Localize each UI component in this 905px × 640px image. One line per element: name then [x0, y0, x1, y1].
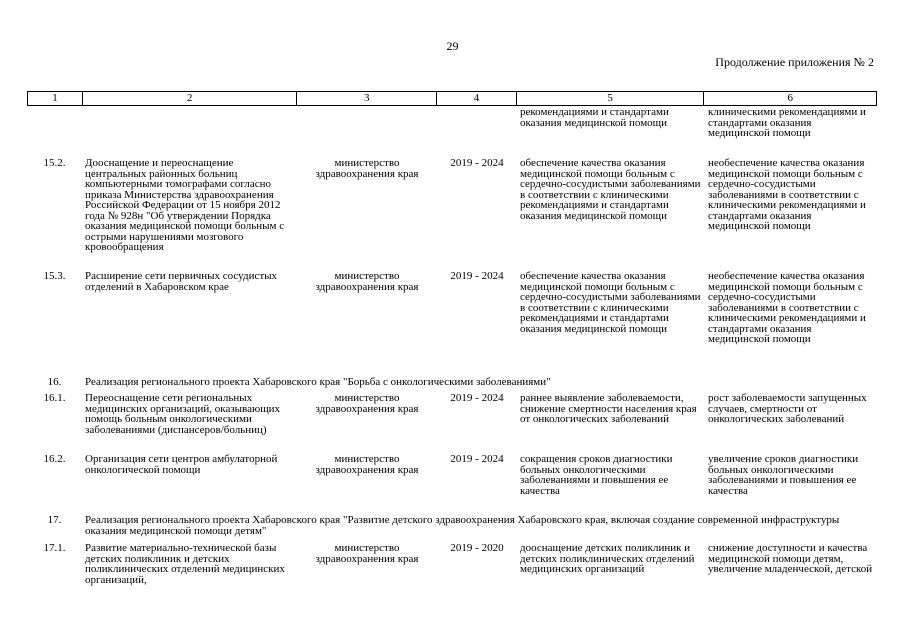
measure-name: Развитие материально-технической базы детских поликлиник и детских поликлинических отделений медицинских организаций,: [85, 542, 285, 586]
row-number: 15.3.: [43, 270, 66, 282]
result-cell: рекомендациями и стандартами оказания медицинской помощи: [520, 106, 669, 129]
consequence-cell: увеличение сроков диагностики больных онкологическими заболеваниями и повышения ее качества: [708, 453, 859, 497]
header-col-6: 6: [787, 92, 793, 104]
page-number: 29: [446, 39, 459, 53]
section-row: [27, 515, 877, 536]
consequence-cell: снижение доступности и качества медицинской помощи детям, увеличение младенческой, детской: [708, 542, 873, 575]
header-col-1: 1: [28, 92, 83, 105]
header-col-3: 3: [297, 92, 437, 105]
measure-name: Организация сети центров амбулаторной онкологической помощи: [85, 453, 278, 476]
result-cell: обеспечение качества оказания медицинской помощи больным с сердечно-сосудистыми заболеваниями в соответствии с клиническими рекомендациями и стандартами оказания медицинской помощи: [520, 157, 701, 222]
result-cell: дооснащение детских поликлиник и детских поликлинических отделений медицинских организаций: [520, 542, 695, 575]
header-col-5: 5: [517, 92, 705, 105]
table-row: [27, 543, 877, 585]
executor-cell: министерство здравоохранения края: [315, 157, 419, 180]
executor-cell: министерство здравоохранения края: [315, 453, 419, 476]
period-cell: 2019 - 2020: [450, 542, 504, 554]
table-row: [27, 393, 877, 435]
period-cell: 2019 - 2024: [450, 392, 504, 404]
row-number: 17.1.: [43, 542, 66, 554]
row-number: 15.2.: [43, 157, 66, 169]
section-title: Реализация регионального проекта Хабаровского края "Развитие детского здравоохранения Хабаровского края, включая создание современной инфраструктуры оказания медицинской помощи детям": [85, 514, 840, 537]
section-row: [27, 377, 877, 388]
period-cell: 2019 - 2024: [450, 157, 504, 169]
consequence-cell: необеспечение качества оказания медицинской помощи больным с сердечно-сосудистыми заболеваниями в соответствии с клиническими рекомендациями и стандартами оказания медицинской помощи: [708, 270, 866, 345]
table-row: [27, 454, 877, 496]
row-number: 16.2.: [43, 453, 66, 465]
result-cell: раннее выявление заболеваемости, снижение смертности населения края от онкологических заболеваний: [520, 392, 697, 425]
period-cell: 2019 - 2024: [450, 270, 504, 282]
header-col-2: 2: [83, 92, 298, 105]
section-title: Реализация регионального проекта Хабаровского края "Борьба с онкологическими заболеваниями": [85, 376, 551, 388]
measure-name: Дооснащение и переоснащение центральных районных больниц компьютерными томографами согласно приказа Министерства здравоохранения Российской Федерации от 15 ноября 2012 года № 928н "Об утверждении Порядка оказания медицинской помощи больным с острыми нарушениями мозгового кровообращения: [85, 157, 285, 253]
consequence-cell: необеспечение качества оказания медицинской помощи больным с сердечно-сосудистыми заболеваниями в соответствии с клиническими рекомендациями и стандартами оказания медицинской помощи: [708, 157, 866, 232]
executor-cell: министерство здравоохранения края: [315, 392, 419, 415]
period-cell: 2019 - 2024: [450, 453, 504, 465]
appendix-continuation: Продолжение приложения № 2: [715, 55, 874, 69]
row-number: 16.: [47, 376, 62, 388]
executor-cell: министерство здравоохранения края: [315, 542, 419, 565]
measure-name: Переоснащение сети региональных медицинских организаций, оказывающих помощь больным онкологическими заболеваниями (диспансеров/больниц): [85, 392, 281, 436]
row-number: 17.: [47, 514, 62, 526]
header-col-4: 4: [437, 92, 517, 105]
measure-name: Расширение сети первичных сосудистых отделений в Хабаровском крае: [85, 270, 278, 293]
executor-cell: министерство здравоохранения края: [315, 270, 419, 293]
consequence-cell: рост заболеваемости запущенных случаев, смертности от онкологических заболеваний: [708, 392, 867, 425]
result-cell: сокращения сроков диагностики больных онкологическими заболеваниями и повышения ее качества: [520, 453, 673, 497]
table-row: [27, 158, 877, 253]
row-number: 16.1.: [43, 392, 66, 404]
table-row-continued: [27, 107, 877, 139]
table-row: [27, 271, 877, 345]
table-header: [27, 91, 877, 106]
result-cell: обеспечение качества оказания медицинской помощи больным с сердечно-сосудистыми заболеваниями в соответствии с клиническими рекомендациями и стандартами оказания медицинской помощи: [520, 270, 701, 335]
consequence-cell: клиническими рекомендациями и стандартами оказания медицинской помощи: [708, 106, 866, 139]
